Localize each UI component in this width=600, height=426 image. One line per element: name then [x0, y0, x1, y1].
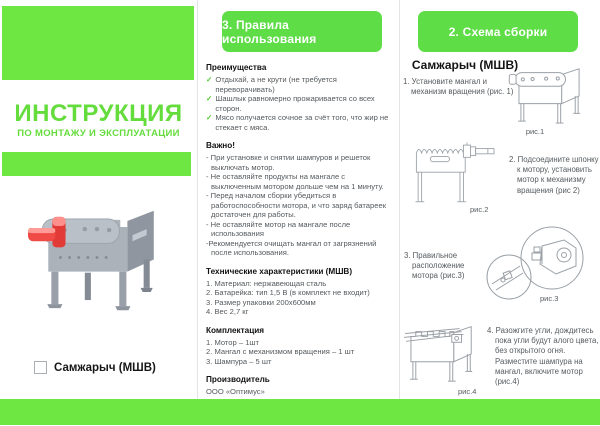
rules-header-pill: [222, 11, 382, 52]
assembly-header-pill: [418, 11, 578, 52]
grill-illustration: [28, 196, 170, 324]
manufacturer-section: [206, 375, 397, 397]
advantages-title: Преимущества: [206, 63, 267, 72]
cover-subtitle: ПО МОНТАЖУ И ЭКСПЛУАТАЦИИ: [17, 128, 180, 139]
assembly-header-label: 2. Схема сборки: [448, 24, 548, 39]
important-section: [206, 141, 397, 258]
list-item: 2. Батарейка: тип 1,5 В (в комплект не входит): [206, 288, 370, 297]
fig3-label: рис.3: [540, 294, 559, 303]
list-item: ✓ Отдыхай, а не крути (не требуется переворачивать): [206, 75, 337, 94]
list-item: ✓ Мясо получается сочное за счёт того, что жир не стекает с мяса.: [206, 113, 389, 132]
fig1-illustration: [506, 61, 594, 125]
manufacturer-title: Производитель: [206, 375, 270, 384]
advantages-section: [206, 63, 397, 132]
product-name: Самжарыч (МШВ): [54, 361, 156, 374]
list-item: -Рекомендуется очищать мангал от загрязнений после использования.: [206, 238, 377, 257]
list-item: - Не оставляйте мотор на мангале после использования: [206, 219, 351, 238]
rules-content: [206, 63, 397, 426]
product-label-row: [34, 361, 156, 374]
list-item: - При установке и снятии шампуров и решеток выключать мотор.: [206, 153, 371, 172]
check-icon: ✓: [206, 113, 213, 122]
cover-green-bar: [2, 152, 191, 176]
list-item: 1. Мотор – 1шт: [206, 337, 259, 347]
fig2-label: рис.2: [470, 205, 489, 214]
assembly-step-1: 1. Установите мангал и механизм вращения (рис. 1): [403, 77, 514, 97]
list-item: 2. Мангал с механизмом вращения – 1 шт: [206, 347, 355, 356]
cover-title: ИНСТРУКЦИЯ: [14, 100, 183, 127]
manufacturer-value: ООО «Оптимус»: [206, 387, 265, 396]
fig2-illustration: [402, 139, 504, 207]
list-item: 1. Материал: нержавеющая сталь: [206, 278, 327, 288]
assembly-step-3: 3. Правильное расположение мотора (рис.3): [404, 251, 465, 281]
bottom-green-bar: [0, 399, 600, 425]
list-item: 3. Шампура – 5 шт: [206, 356, 272, 366]
rules-header-label: 3. Правила использования: [222, 17, 317, 46]
fold-line-left: [197, 0, 198, 399]
assembly-step-2: 2. Подсоедините шпонку к мотору, установить мотор к механизму вращения (рис 2): [509, 155, 599, 195]
list-item: - Перед началом сборки убедиться в работоспособности мотора, и что заряд батареек достаточен для работы.: [206, 191, 387, 219]
cover-top-green-block: [2, 6, 194, 80]
package-title: Комплектация: [206, 325, 265, 335]
list-item: 4. Вес 2,7 кг: [206, 307, 249, 316]
fig4-illustration: [400, 317, 488, 387]
list-item: ✓ Шашлык равномерно прожаривается со всех сторон.: [206, 94, 375, 113]
check-icon: ✓: [206, 94, 213, 103]
specs-section: [206, 267, 397, 317]
important-title: Важно!: [206, 141, 235, 150]
fig1-label: рис.1: [525, 127, 545, 136]
assembly-subtitle: Самжарыч (МШВ): [411, 58, 519, 72]
fig3-illustration: [476, 224, 594, 300]
list-item: 3. Размер упаковки 200х600мм: [206, 297, 316, 307]
check-icon: ✓: [206, 75, 213, 84]
list-item: - Не оставляйте продукты на мангале с выключенным мотором дольше чем на 1 минуту.: [206, 172, 384, 191]
package-section: [206, 326, 397, 367]
checkbox-icon: [34, 361, 47, 374]
fig4-label: рис.4: [458, 387, 477, 396]
assembly-step-4: 4. Разожгите угли, дождитесь пока угли будут алого цвета, без открытого огня. Разместите шампура на мангал, включите мотор (рис.4): [487, 326, 599, 387]
specs-title: Технические характеристики (МШВ): [206, 266, 353, 276]
